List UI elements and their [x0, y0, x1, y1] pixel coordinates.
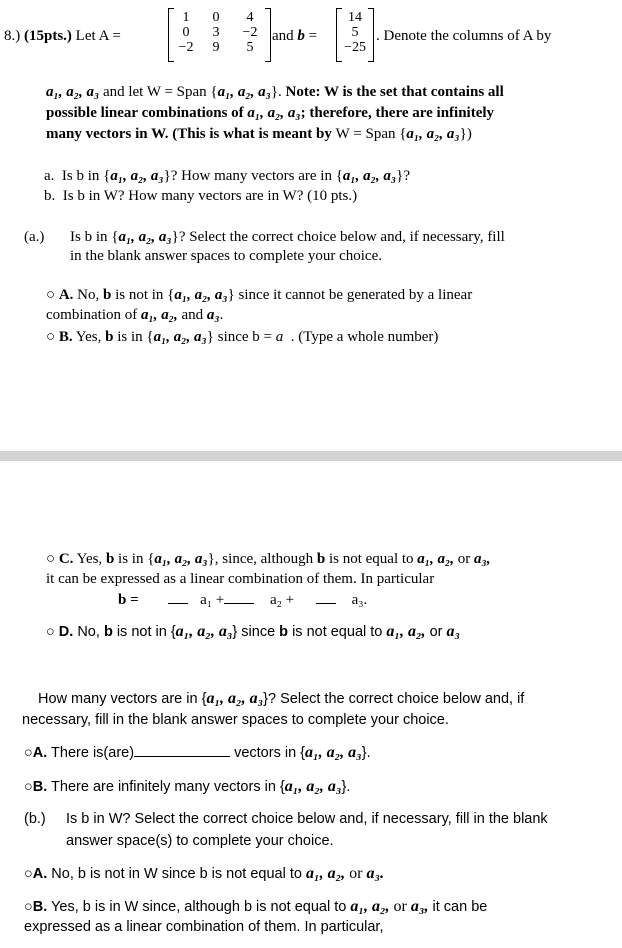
choice-d-text1: No,: [77, 624, 100, 640]
choice-d-vec2: a₁, a₂,: [386, 623, 426, 640]
question-a: [44, 168, 410, 185]
part-b-b-vec: a₁, a₂,: [350, 898, 390, 915]
blank-coef-3[interactable]: [316, 602, 336, 604]
how-many-b-vec: a₁, a₂, a₃: [284, 778, 342, 795]
how-many-b-label: B.: [32, 779, 48, 795]
how-many-a-text3: }.: [361, 745, 371, 761]
part-b-label: (b.): [24, 811, 46, 827]
choice-b-b: b: [105, 329, 114, 345]
question-a-text2: }? How many vectors are in {: [163, 168, 343, 184]
choice-b-text1: Yes,: [75, 329, 102, 345]
how-many-b-text1: There are infinitely many vectors in {: [51, 779, 285, 795]
line2-close: }.: [270, 84, 282, 100]
question-b: [44, 188, 357, 205]
part-a-line1: [70, 229, 505, 246]
choice-c-label: C.: [58, 551, 74, 567]
blank-coef-1[interactable]: [168, 602, 188, 604]
vector-b-right-bracket: [368, 8, 374, 62]
radio-icon[interactable]: ○: [24, 745, 33, 761]
choice-b-top[interactable]: [46, 329, 438, 346]
note-label: Note:: [281, 84, 321, 100]
vector-cell: 5: [351, 25, 359, 40]
choice-c[interactable]: [46, 551, 491, 568]
question-a-vec2: a₁, a₂, a₃: [342, 168, 397, 184]
part-b-b-text1: Yes, b is in W since, although b is not equal to: [51, 899, 351, 915]
line2-mid: and let W = Span {: [99, 84, 218, 100]
note-text-2a: possible linear combinations of: [46, 105, 248, 121]
denote-text: . Denote the columns of A by: [376, 28, 552, 44]
choice-d-vec: a₁, a₂, a₃: [175, 623, 233, 640]
how-many-line2: necessary, fill in the blank answer spaces to complete your choice.: [22, 712, 449, 728]
choice-d-text2: is not in {: [116, 624, 176, 640]
choice-b-vec: a₁, a₂, a₃: [153, 329, 207, 345]
choice-d[interactable]: [46, 623, 460, 641]
question-a-text1: Is b in {: [61, 168, 111, 184]
note-vectors-2: a₁, a₂, a₃: [406, 126, 460, 142]
choice-a-top[interactable]: [46, 287, 472, 304]
columns-vectors: a₁, a₂, a₃: [46, 84, 100, 100]
part-b-a-vec2: a₃.: [366, 865, 385, 882]
vector-cell: 14: [348, 10, 362, 25]
matrix-cell: 0: [212, 10, 220, 25]
part-b-b-or: or: [393, 898, 407, 915]
part-b-a-label: A.: [32, 866, 48, 882]
and-b-text: [272, 28, 317, 45]
radio-icon[interactable]: ○: [46, 551, 56, 567]
note-text-1: W is the set that contains all: [320, 84, 504, 100]
matrix-cell: 9: [212, 40, 220, 55]
problem-points: (15pts.): [24, 28, 72, 44]
problem-line-2: [46, 84, 504, 101]
choice-b-a: a: [275, 329, 284, 345]
note-text-2b: ; therefore, there are infinitely: [300, 105, 495, 121]
question-a-vec: a₁, a₂, a₃: [110, 168, 164, 184]
choice-b-label: B.: [58, 329, 73, 345]
let-a-text: Let A =: [75, 28, 121, 44]
blank-vector-count[interactable]: [134, 755, 230, 757]
choice-a-text2: is not in {: [115, 287, 175, 303]
matrix-cell: −2: [178, 40, 194, 55]
how-many-vec: a₁, a₂, a₃: [206, 690, 264, 707]
matrix-cell: −2: [242, 25, 258, 40]
choice-a-line2b: and: [177, 307, 207, 323]
choice-c-or: or: [457, 551, 471, 567]
radio-icon[interactable]: ○: [46, 287, 56, 303]
part-b-b-label: B.: [32, 899, 48, 915]
problem-line-3: [46, 105, 494, 122]
choice-c-equation: [118, 592, 367, 609]
radio-icon[interactable]: ○: [46, 624, 55, 640]
choice-a-text1: No,: [77, 287, 100, 303]
part-b-a-text1: No, b is not in W since b is not equal to: [51, 866, 306, 882]
choice-c-vec3: a₃,: [474, 551, 491, 567]
how-many-a-vec: a₁, a₂, a₃: [305, 744, 362, 761]
choice-d-text4: is not equal to: [292, 624, 383, 640]
choice-c-text4: is not equal to: [328, 551, 414, 567]
choice-c-line2: it can be expressed as a linear combination of them. In particular: [46, 571, 435, 587]
choice-b-text4: . (Type a whole number): [290, 329, 439, 345]
vector-b: [340, 10, 370, 55]
b-equals: =: [308, 28, 318, 44]
choice-a-top-line2: [46, 307, 223, 324]
equation-a1: a₁ +: [200, 592, 225, 608]
choice-b-text2: is in {: [117, 329, 154, 345]
radio-icon[interactable]: ○: [24, 866, 33, 882]
matrix-cell: 5: [246, 40, 254, 55]
problem-header: [4, 28, 121, 45]
blank-coef-2[interactable]: [224, 602, 254, 604]
part-b-line1: Is b in W? Select the correct choice below and, if necessary, fill in the blank: [66, 811, 548, 827]
equation-a2: a₂ +: [270, 592, 295, 608]
equation-a3: a₃.: [351, 592, 368, 608]
note-vectors: a₁, a₂, a₃: [247, 105, 301, 121]
vector-cell: −25: [344, 40, 366, 55]
problem-line-4: [46, 126, 472, 143]
question-a-text3: }?: [396, 168, 410, 184]
matrix-cell: 1: [182, 10, 190, 25]
choice-d-text3: } since: [232, 624, 276, 640]
choice-d-or: or: [429, 624, 443, 640]
choice-c-b: b: [105, 551, 115, 567]
how-many-b-text2: }.: [341, 779, 351, 795]
choice-d-b2: b: [279, 624, 289, 640]
note-text-3b: W = Span {: [335, 126, 407, 142]
choice-c-text3: }, since, although: [207, 551, 314, 567]
choice-a-line2c: .: [219, 307, 224, 323]
and-text: and: [272, 28, 294, 44]
matrix-a: [172, 10, 268, 55]
matrix-cell: 3: [212, 25, 220, 40]
choice-a-line2-vec2: a₃: [206, 307, 220, 323]
radio-icon[interactable]: ○: [46, 329, 56, 345]
part-a-text1: Is b in {: [70, 229, 119, 245]
part-b-a-vec: a₁, a₂,: [305, 865, 346, 882]
b-symbol: b: [297, 28, 305, 44]
choice-a-label: A.: [58, 287, 74, 303]
question-a-label: a.: [44, 168, 55, 184]
part-a-text2: }? Select the correct choice below and, if necessary, fill: [171, 229, 505, 245]
page-divider: [0, 451, 622, 461]
choice-c-text1: Yes,: [76, 551, 103, 567]
note-text-3a: many vectors in W. (This is what is meant by: [46, 126, 336, 142]
choice-b-text3: } since b =: [206, 329, 276, 345]
how-many-choice-a[interactable]: [24, 744, 371, 762]
choice-c-vec2: a₁, a₂,: [417, 551, 455, 567]
choice-d-b: b: [103, 624, 113, 640]
part-b-line2: answer space(s) to complete your choice.: [66, 833, 334, 849]
part-b-b-text2: it can be: [432, 899, 488, 915]
choice-d-label: D.: [58, 624, 74, 640]
choice-a-line2a: combination of: [46, 307, 141, 323]
span-vectors: a₁, a₂, a₃: [217, 84, 271, 100]
how-many-text1: How many vectors are in {: [38, 691, 207, 707]
how-many-a-text2: vectors in {: [234, 745, 305, 761]
choice-a-vec: a₁, a₂, a₃: [174, 287, 228, 303]
how-many-a-text1: There is(are): [51, 745, 135, 761]
choice-a-line2-vec1: a₁, a₂,: [140, 307, 178, 323]
how-many-a-label: A.: [32, 745, 48, 761]
part-a-label: (a.): [24, 229, 45, 245]
problem-number: 8.): [4, 28, 21, 44]
radio-icon[interactable]: ○: [24, 899, 33, 915]
radio-icon[interactable]: ○: [24, 779, 33, 795]
part-b-choice-a[interactable]: [24, 865, 384, 883]
question-b-text: Is b in W? How many vectors are in W? (10 pts.): [62, 188, 358, 204]
how-many-text2: }? Select the correct choice below and, if: [263, 691, 525, 707]
part-b-b-vec2: a₃,: [410, 898, 429, 915]
question-b-label: b.: [44, 188, 56, 204]
choice-c-b2: b: [316, 551, 326, 567]
choice-d-vec3: a₃: [446, 623, 461, 640]
part-b-choice-b[interactable]: [24, 898, 487, 916]
part-a-vec: a₁, a₂, a₃: [118, 229, 172, 245]
choice-c-text2: is in {: [118, 551, 155, 567]
part-b-b-line2: expressed as a linear combination of them. In particular,: [24, 919, 384, 935]
note-text-3c: }): [459, 126, 472, 142]
matrix-cell: 0: [182, 25, 190, 40]
equation-b: b =: [118, 592, 139, 608]
part-a-line2: in the blank answer spaces to complete your choice.: [70, 248, 382, 264]
matrix-cell: 4: [246, 10, 254, 25]
choice-a-b: b: [103, 287, 112, 303]
how-many-line1: [38, 690, 524, 708]
choice-a-text3: } since it cannot be generated by a linear: [227, 287, 473, 303]
part-b-a-or: or: [349, 865, 363, 882]
how-many-choice-b[interactable]: [24, 778, 350, 796]
choice-c-vec: a₁, a₂, a₃: [154, 551, 208, 567]
matrix-a-right-bracket: [265, 8, 271, 62]
